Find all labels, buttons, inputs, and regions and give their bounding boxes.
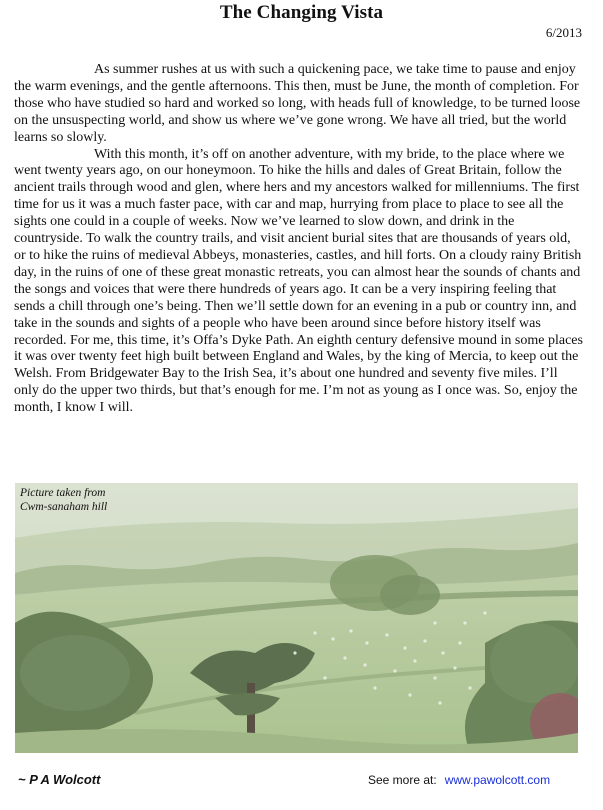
article-paragraph-1: As summer rushes at us with such a quickening pace, we take time to pause and enjoy the warm evenings, and the gentle afternoons. This then, must be June, the month of completion. For those who have studied so hard and worked so long, with heads full of knowledge, to be turned loose on the unsuspecting world, and show us where we’ve gone wrong. We have all tried, but the world learns so slowly. [14,62,581,145]
see-more [368,773,550,788]
author-signature: ~ P A Wolcott [18,772,101,787]
page-title: The Changing Vista [219,2,384,23]
website-link[interactable]: www.pawolcott.com [444,773,551,787]
issue-date: 6/2013 [545,25,582,40]
see-more-label: See more at: [368,773,437,787]
landscape-photo [15,483,578,753]
article-body [14,62,584,417]
photo-caption: Picture taken from Cwm-sanaham hill [20,487,108,513]
landscape-photo-image [15,483,578,753]
article-paragraph-2: With this month, it’s off on another adventure, with my bride, to the place where we went twenty years ago, on our honeymoon. To hike the hills and dales of Great Britain, follow the ancient trails through wood and glen, where hers and my ancestors walked for millenniums. The first time for us it was a much faster pace, with car and map, hurrying from place to place to see all the sights one could in a couple of weeks. Now we’ve learned to slow down, and drink in the countryside. To walk the country trails, and visit ancient burial sites that are thousands of years old, or to hike the ruins of medieval Abbeys, monasteries, castles, and hill forts. On a cloudy rainy British day, in the ruins of one of these great monastic retreats, you can almost hear the sounds of chants and the songs and voices that were there hundreds of years ago. It can be a very inspiring feeling that sends a chill through one’s being. Then we’ll settle down for an evening in a pub or country inn, and take in the sounds and sights of a people who have been around since before history itself was recorded. For me, this time, it’s Offa’s Dyke Path. An eighth century defensive mound in some places it was over twenty feet high built between England and Wales, by the king of Mercia, to keep out the Welsh. From Bridgewater Bay to the Irish Sea, it’s about one hundred and seventy five miles. I’ll only do the upper two thirds, but that’s enough for me. I’m not as young as I once was. So, enjoy the month, I know I will. [14,146,583,416]
